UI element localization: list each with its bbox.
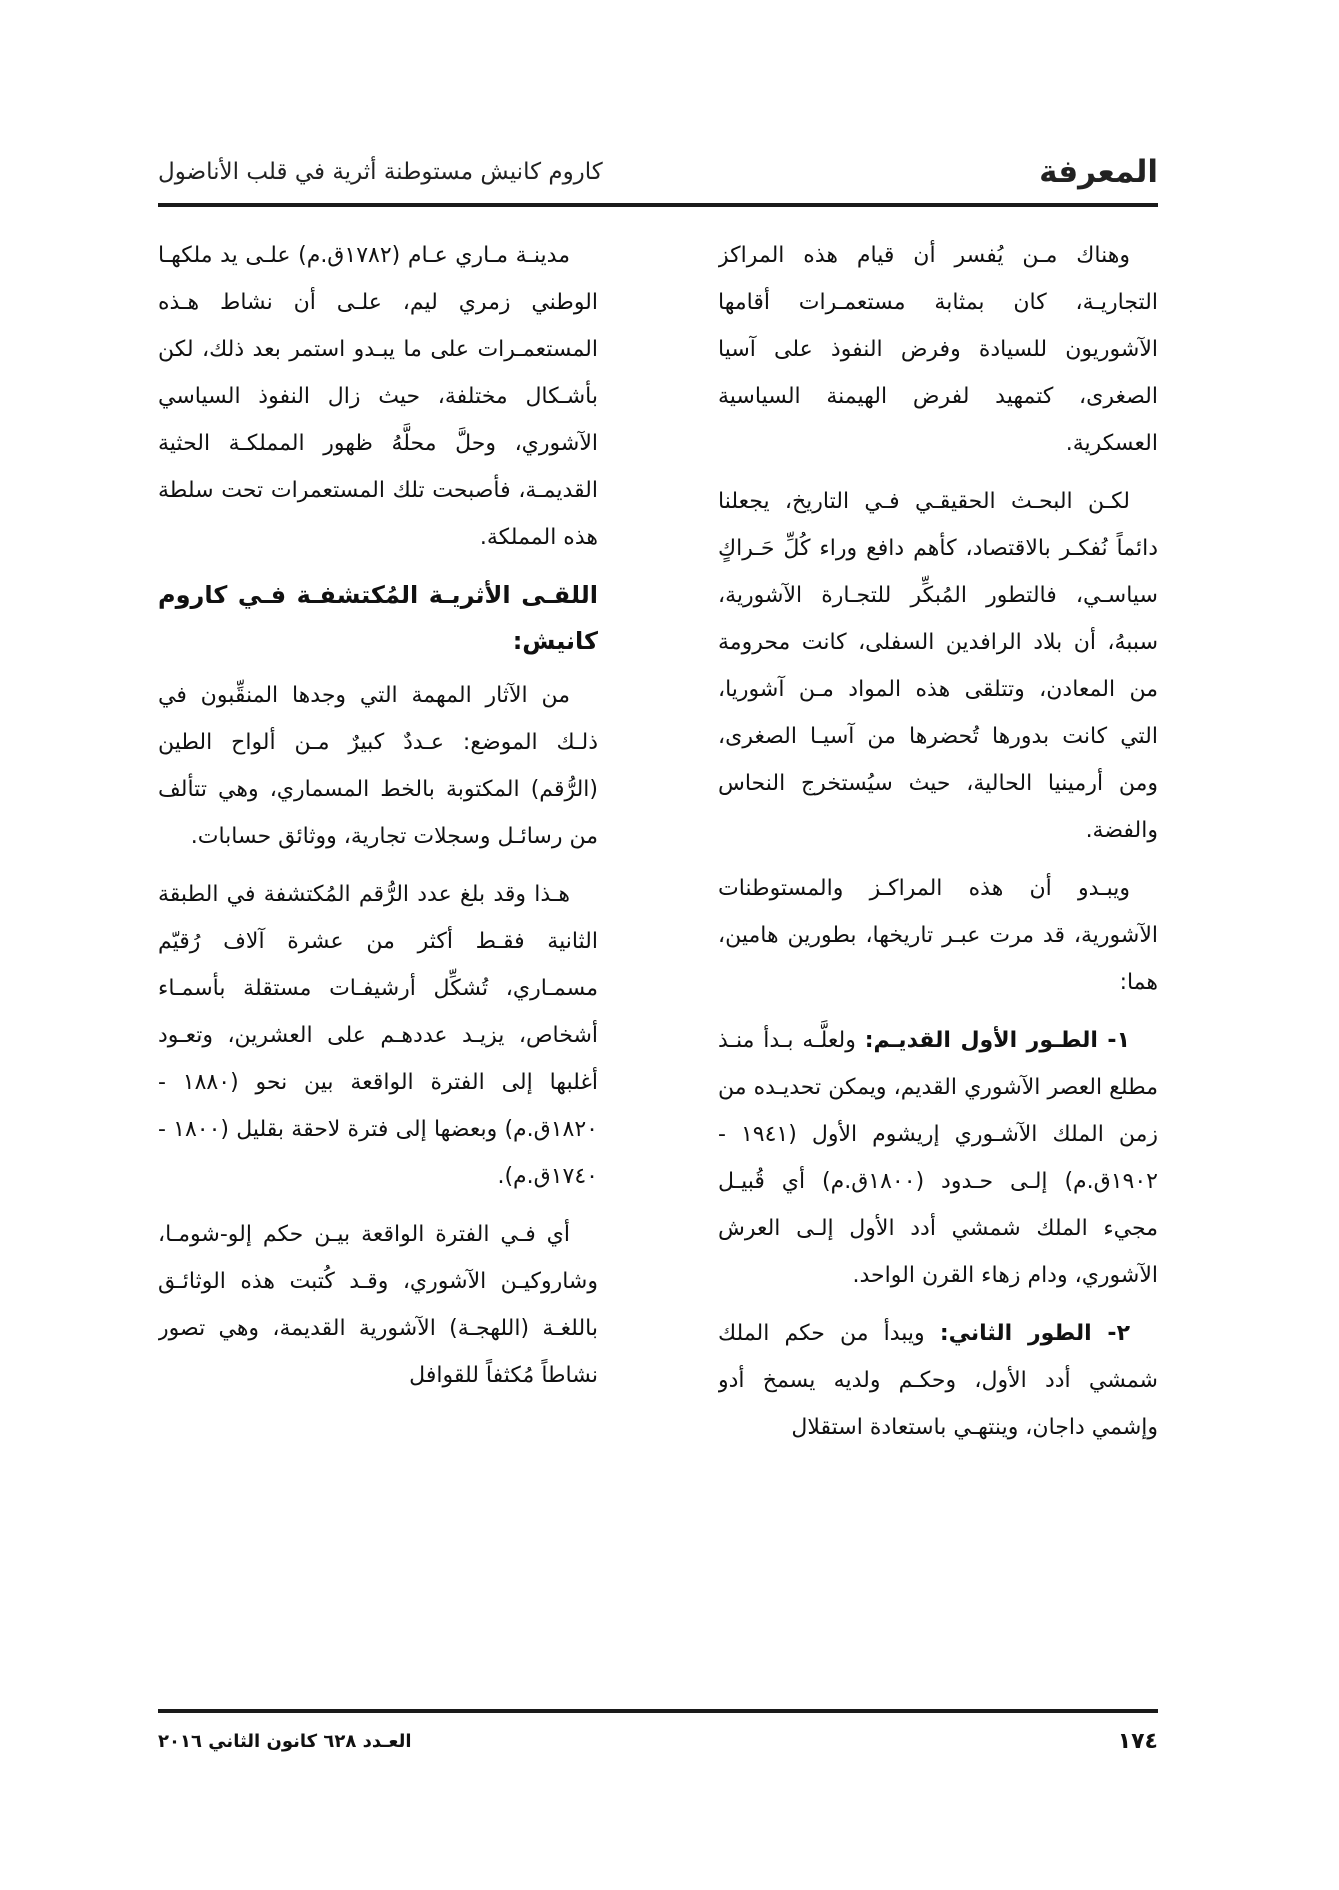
paragraph <box>718 1310 1158 1451</box>
term-label: ١- الطـور الأول القديـم: <box>864 1028 1130 1053</box>
magazine-logo: المعرفة <box>1039 154 1158 190</box>
section-heading: اللقـى الأثريـة المُكتشفـة فـي كاروم كانيش: <box>158 581 598 655</box>
left-column <box>158 232 598 1682</box>
paragraph: من الآثار المهمة التي وجدها المنقِّبون في ذلـك الموضع: عـددٌ كبيرٌ مـن ألواح الطين (الرُّقم) المكتوبة بالخط المسماري، وهي تتألف من رسائـل وسجلات تجارية، ووثائق حسابات. <box>158 683 598 849</box>
paragraph: لكـن البحـث الحقيقـي فـي التاريخ، يجعلنا دائماً نُفكـر بالاقتصاد، كأهم دافع وراء كُلِّ حَـراكٍ سياسـي، فالتطور المُبكِّر للتجـارة الآشورية، سببهُ، أن بلاد الرافدين السفلى، كانت محرومة من المعادن، وتتلقى هذه المواد مـن آشوريا، التي كانت بدورها تُحضرها من آسيـا الصغرى، ومن أرمينيا الحالية، حيث سيُستخرج النحاس والفضة. <box>718 489 1158 843</box>
term-label: ٢- الطور الثاني: <box>939 1321 1130 1346</box>
running-title: كاروم كانيش مستوطنة أثرية في قلب الأناضول <box>158 159 603 185</box>
page-header <box>158 150 1158 200</box>
page-number: ١٧٤ <box>1117 1729 1158 1754</box>
paragraph <box>718 1017 1158 1299</box>
paragraph: هـذا وقد بلغ عدد الرُّقم المُكتشفة في الطبقة الثانية فقـط أكثر من عشرة آلاف رُقيّم مسمـاري، تُشكِّل أرشيفـات مستقلة بأسمـاء أشخاص، يزيـد عددهـم على العشرين، وتعـود أغلبها إلى الفترة الواقعة بين نحو (١٨٨٠ - ١٨٢٠ق.م) وبعضها إلى فترة لاحقة بقليل (١٨٠٠ - ١٧٤٠ق.م). <box>158 882 598 1189</box>
paragraph: أي فـي الفترة الواقعة بيـن حكم إلو-شومـا، وشاروكيـن الآشوري، وقـد كُتبت هذه الوثائـق باللغـة (اللهجـة) الآشورية القديمة، وهي تصور نشاطاً مُكثفاً للقوافل <box>158 1222 598 1388</box>
right-column <box>718 232 1158 1682</box>
paragraph: ويبـدو أن هذه المراكـز والمستوطنات الآشورية، قد مرت عبـر تاريخها، بطورين هامين، هما: <box>718 876 1158 995</box>
issue-info: العـدد ٦٢٨ كانون الثاني ٢٠١٦ <box>158 1731 412 1752</box>
page-footer <box>158 1724 1158 1764</box>
paragraph-text: ويبدأ من حكم الملك شمشي أدد الأول، وحكـم ولديه يسمخ أدو وإشمي داجان، وينتهـي باستعادة استقلال <box>718 1321 1158 1440</box>
paragraph: وهناك مـن يُفسر أن قيام هذه المراكز التجاريـة، كان بمثابة مستعمـرات أقامها الآشوريون للسيادة وفرض النفوذ على آسيا الصغرى، كتمهيد لفرض الهيمنة السياسية العسكرية. <box>718 243 1158 456</box>
footer-rule <box>158 1709 1158 1713</box>
paragraph: مدينـة مـاري عـام (١٧٨٢ق.م) علـى يد ملكهـا الوطني زمري ليم، علـى أن نشاط هـذه المستعمـرات على ما يبـدو استمر بعد ذلك، لكن بأشـكال مختلفة، حيث زال النفوذ السياسي الآشوري، وحلَّ محلَّهُ ظهور المملكـة الحثية القديمـة، فأصبحت تلك المستعمرات تحت سلطة هذه المملكة. <box>158 243 598 550</box>
header-rule <box>158 203 1158 207</box>
paragraph-text: ولعلَّـه بـدأ منـذ مطلع العصر الآشوري القديم، ويمكن تحديـده من زمن الملك الآشـوري إريشوم الأول (١٩٤١ - ١٩٠٢ق.م) إلـى حـدود (١٨٠٠ق.م) أي قُبيـل مجيء الملك شمشي أدد الأول إلـى العرش الآشوري، ودام زهاء القرن الواحد. <box>718 1028 1158 1288</box>
